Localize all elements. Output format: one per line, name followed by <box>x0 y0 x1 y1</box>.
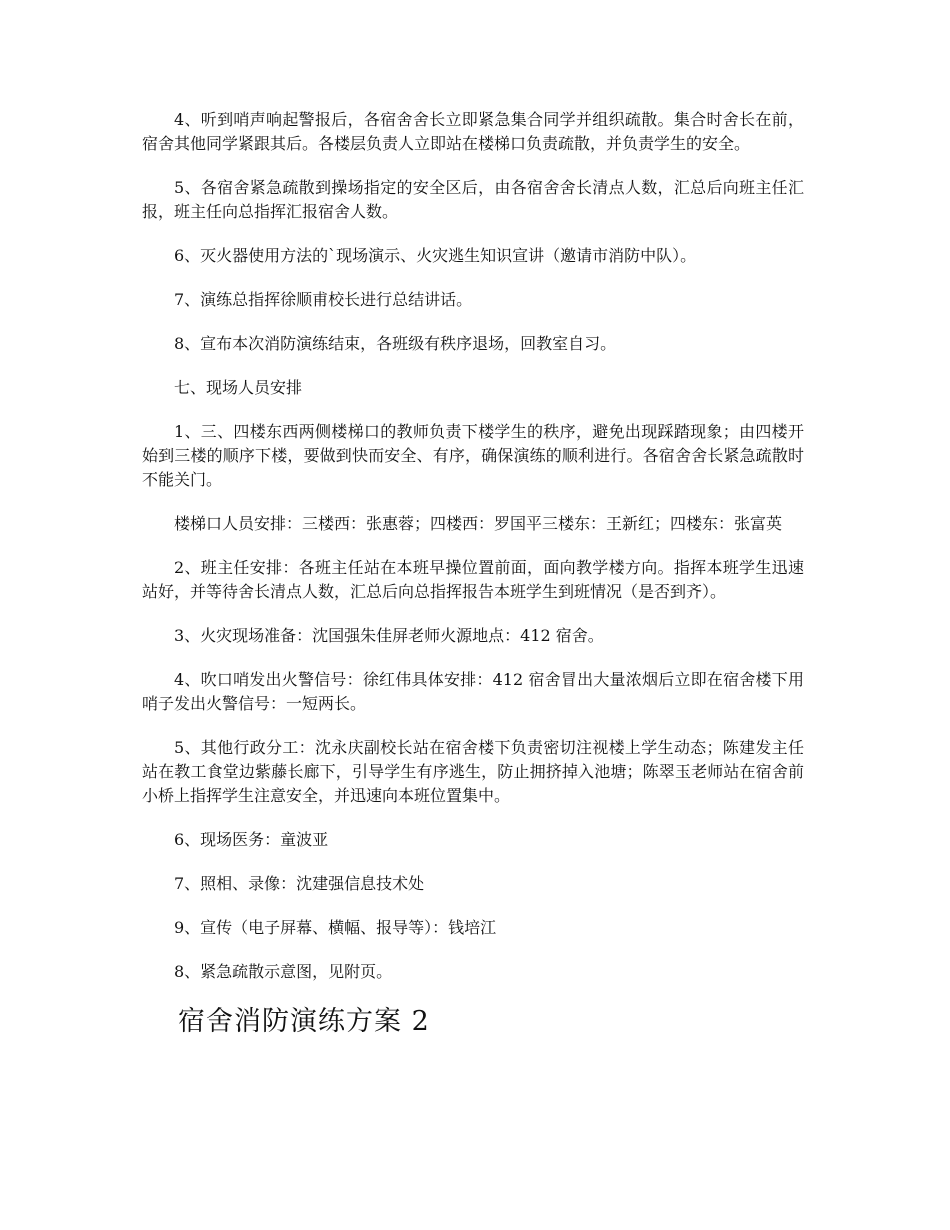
paragraph-admin-duties: 5、其他行政分工：沈永庆副校长站在宿舍楼下负责密切注视楼上学生动态；陈建发主任站在教工食堂边紫藤长廊下，引导学生有序逃生，防止拥挤掉入池塘；陈翠玉老师站在宿舍前小桥上指挥学生注意安全，并迅速向本班位置集中。 <box>142 738 804 805</box>
paragraph-drill-end: 8、宣布本次消防演练结束，各班级有秩序退场，回教室自习。 <box>174 334 617 353</box>
paragraph-stairwell-staff: 楼梯口人员安排：三楼西：张惠蓉；四楼西：罗国平三楼东：王新红；四楼东：张富英 <box>174 514 783 533</box>
paragraph-whistle-signal: 4、吹口哨发出火警信号：徐红伟具体安排：412 宿舍冒出大量浓烟后立即在宿舍楼下用哨子发出火警信号：一短两长。 <box>142 670 804 713</box>
paragraph-evacuation-step-4: 4、听到哨声响起警报后，各宿舍舍长立即紧急集合同学并组织疏散。集合时舍长在前，宿舍其他同学紧跟其后。各楼层负责人立即站在楼梯口负责疏散，并负责学生的安全。 <box>142 110 804 153</box>
paragraph-summary-speech: 7、演练总指挥徐顺甫校长进行总结讲话。 <box>174 290 473 309</box>
paragraph-extinguisher-demo: 6、灭火器使用方法的`现场演示、火灾逃生知识宣讲（邀请市消防中队）。 <box>174 246 697 265</box>
paragraph-medical: 6、现场医务：童波亚 <box>174 830 329 849</box>
paragraph-evacuation-step-5: 5、各宿舍紧急疏散到操场指定的安全区后，由各宿舍舍长清点人数，汇总后向班主任汇报，班主任向总指挥汇报宿舍人数。 <box>142 178 804 221</box>
paragraph-publicity: 9、宣传（电子屏幕、横幅、报导等）：钱培江 <box>174 918 497 937</box>
paragraph-fire-scene: 3、火灾现场准备：沈国强朱佳屏老师火源地点：412 宿舍。 <box>174 626 604 645</box>
document-body <box>142 108 804 1040</box>
section-title: 宿舍消防演练方案 2 <box>178 1006 430 1037</box>
paragraph-stairwell-teachers: 1、三、四楼东西两侧楼梯口的教师负责下楼学生的秩序，避免出现踩踏现象；由四楼开始到三楼的顺序下楼，要做到快而安全、有序，确保演练的顺利进行。各宿舍舍长紧急疏散时不能关门。 <box>142 422 804 489</box>
paragraph-photo-video: 7、照相、录像：沈建强信息技术处 <box>174 874 425 893</box>
paragraph-evacuation-map: 8、紧急疏散示意图，见附页。 <box>174 962 393 981</box>
section-heading-staff-arrangement: 七、现场人员安排 <box>174 378 303 397</box>
paragraph-head-teachers: 2、班主任安排：各班主任站在本班早操位置前面，面向教学楼方向。指挥本班学生迅速站好，并等待舍长清点人数，汇总后向总指挥报告本班学生到班情况（是否到齐）。 <box>142 558 804 601</box>
